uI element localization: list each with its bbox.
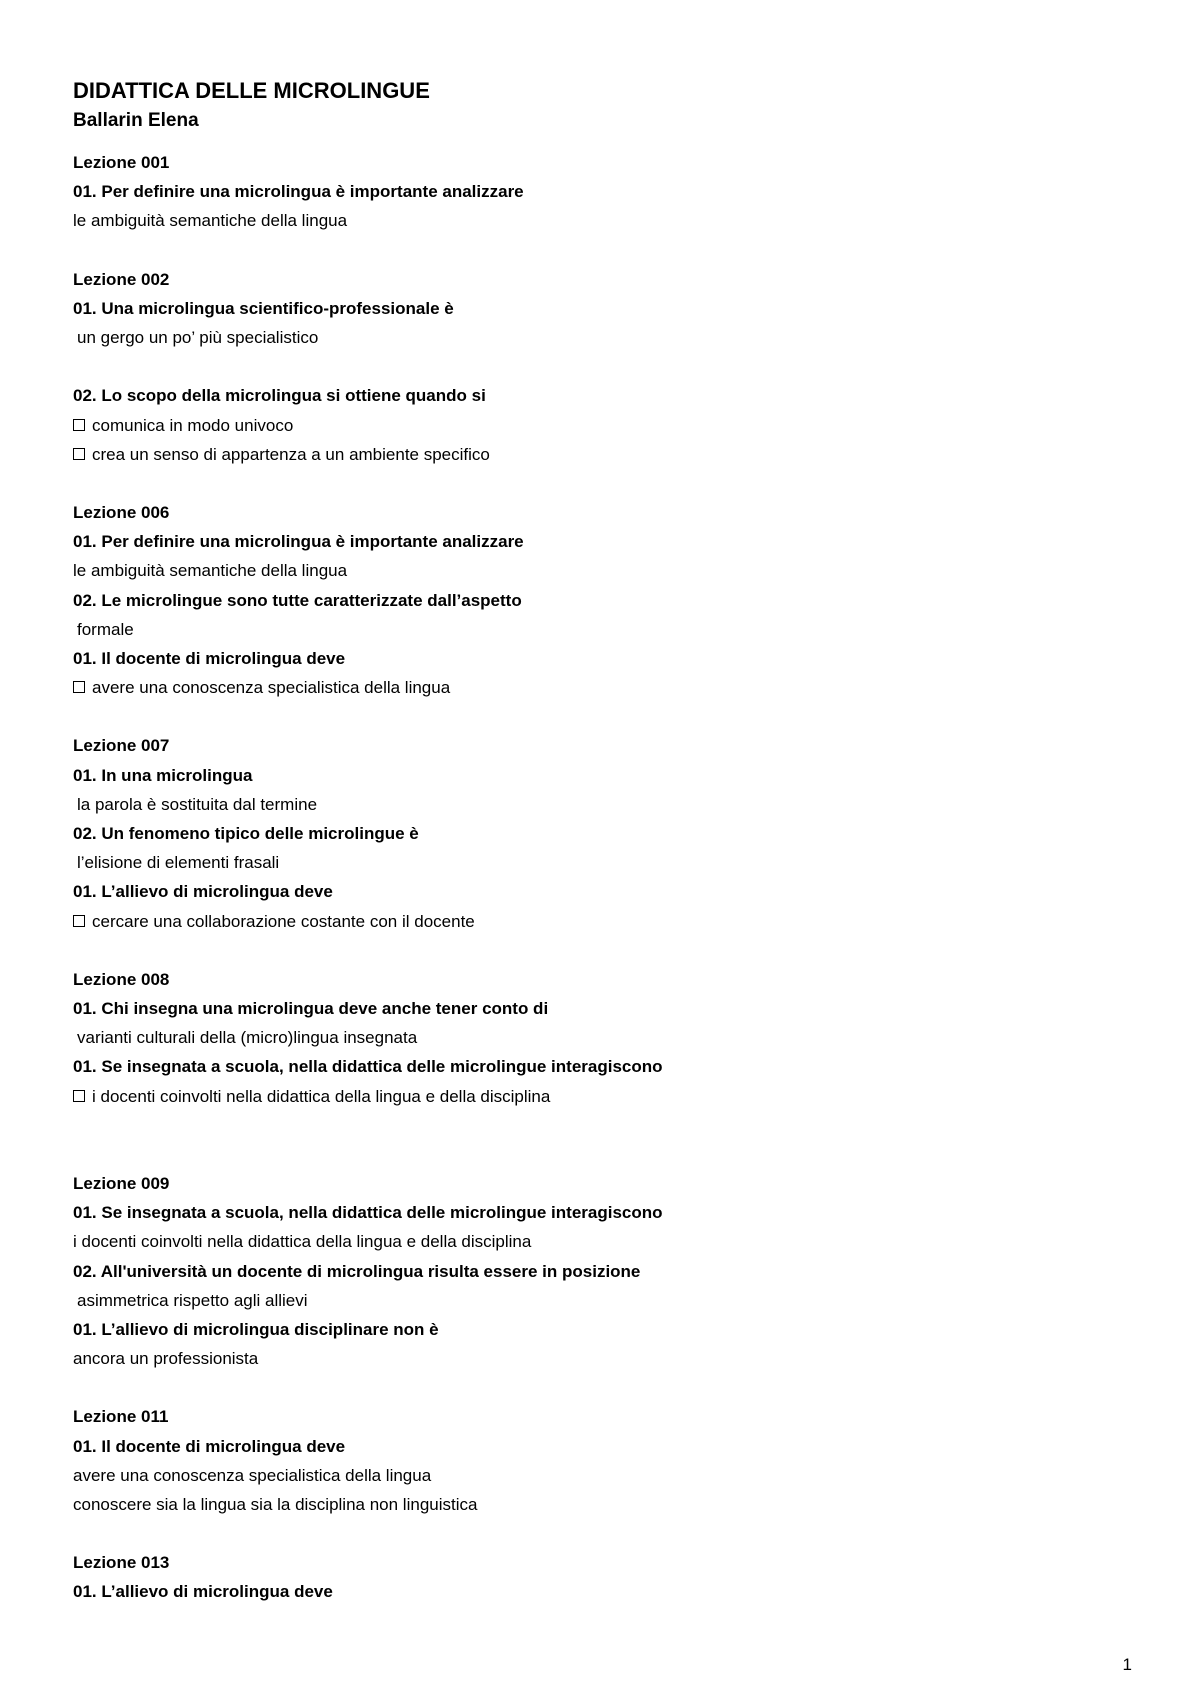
line-text: 01. Una microlingua scientifico-professionale è — [73, 298, 454, 318]
line-text: i docenti coinvolti nella didattica della lingua e della disciplina — [92, 1086, 551, 1106]
question-text — [73, 294, 1133, 323]
question-text — [73, 1432, 1133, 1461]
lesson-heading: Lezione 009 — [73, 1173, 170, 1193]
answer-text — [73, 1227, 1133, 1256]
question-text — [73, 1052, 1133, 1081]
lesson-section — [73, 731, 1133, 935]
line-text: avere una conoscenza specialistica della lingua — [92, 678, 451, 698]
lesson-sections — [73, 148, 1133, 1607]
question-text — [73, 1577, 1133, 1606]
line-text: le ambiguità semantiche della lingua — [73, 211, 348, 231]
line-text: 01. Il docente di microlingua deve — [73, 1436, 346, 1456]
question-text — [73, 177, 1133, 206]
question-text — [73, 819, 1133, 848]
checkbox-icon — [73, 915, 85, 927]
line-text: asimmetrica rispetto agli allievi — [77, 1290, 308, 1310]
line-text: comunica in modo univoco — [92, 415, 294, 435]
answer-text — [73, 440, 1133, 469]
line-text: formale — [77, 619, 134, 639]
question-text — [73, 1315, 1133, 1344]
line-text: avere una conoscenza specialistica della lingua — [73, 1465, 432, 1485]
page-number: 1 — [1122, 1655, 1132, 1674]
line-text: cercare una collaborazione costante con il docente — [92, 911, 475, 931]
answer-text — [73, 1082, 1133, 1111]
line-text: l’elisione di elementi frasali — [77, 853, 280, 873]
line-text: 01. Per definire una microlingua è importante analizzare — [73, 532, 524, 552]
lesson-section — [73, 498, 1133, 702]
question-text — [73, 877, 1133, 906]
document-content — [73, 76, 1133, 1636]
answer-text — [73, 1286, 1133, 1315]
line-text: conoscere sia la lingua sia la disciplina non linguistica — [73, 1494, 478, 1514]
line-text: le ambiguità semantiche della lingua — [73, 561, 348, 581]
answer-text — [73, 848, 1133, 877]
line-text: 01. L’allievo di microlingua deve — [73, 882, 333, 902]
line-text: 01. Il docente di microlingua deve — [73, 649, 346, 669]
question-text — [73, 381, 1133, 410]
document-author: Ballarin Elena — [73, 110, 199, 131]
lesson-heading: Lezione 006 — [73, 503, 170, 523]
lesson-section — [73, 148, 1133, 236]
answer-text — [73, 1490, 1133, 1519]
question-text — [73, 1198, 1133, 1227]
question-text — [73, 644, 1133, 673]
line-text: 01. Se insegnata a scuola, nella didattica delle microlingue interagiscono — [73, 1057, 663, 1077]
answer-text — [73, 1461, 1133, 1490]
line-text: un gergo un po’ più specialistico — [77, 328, 319, 348]
question-text — [73, 527, 1133, 556]
checkbox-icon — [73, 448, 85, 460]
line-text: crea un senso di appartenza a un ambiente specifico — [92, 444, 490, 464]
answer-text — [73, 411, 1133, 440]
line-text: 01. Chi insegna una microlingua deve anche tener conto di — [73, 999, 549, 1019]
line-text: ancora un professionista — [73, 1349, 259, 1369]
question-text — [73, 586, 1133, 615]
lesson-heading: Lezione 002 — [73, 269, 170, 289]
lesson-section — [73, 965, 1133, 1111]
answer-text — [73, 323, 1133, 352]
line-text: 02. Le microlingue sono tutte caratterizzate dall’aspetto — [73, 590, 522, 610]
answer-text — [73, 907, 1133, 936]
checkbox-icon — [73, 681, 85, 693]
line-text: 01. L’allievo di microlingua deve — [73, 1582, 333, 1602]
answer-text — [73, 1344, 1133, 1373]
checkbox-icon — [73, 1090, 85, 1102]
line-text: la parola è sostituita dal termine — [77, 794, 318, 814]
answer-text — [73, 673, 1133, 702]
line-text: 01. L’allievo di microlingua disciplinare non è — [73, 1319, 439, 1339]
lesson-section — [73, 1169, 1133, 1373]
line-text: i docenti coinvolti nella didattica della lingua e della disciplina — [73, 1232, 532, 1252]
lesson-heading: Lezione 001 — [73, 153, 170, 172]
line-text: 02. All'università un docente di microlingua risulta essere in posizione — [73, 1261, 641, 1281]
line-text: 01. In una microlingua — [73, 765, 253, 785]
line-text: 01. Se insegnata a scuola, nella didattica delle microlingue interagiscono — [73, 1203, 663, 1223]
document-title: DIDATTICA DELLE MICROLINGUE — [73, 78, 430, 103]
line-spacer — [73, 352, 1133, 381]
lesson-section — [73, 265, 1133, 469]
question-text — [73, 1257, 1133, 1286]
answer-text — [73, 556, 1133, 585]
lesson-heading: Lezione 007 — [73, 736, 170, 756]
answer-text — [73, 790, 1133, 819]
question-text — [73, 994, 1133, 1023]
checkbox-icon — [73, 419, 85, 431]
lesson-section — [73, 1548, 1133, 1606]
answer-text — [73, 615, 1133, 644]
lesson-heading: Lezione 008 — [73, 969, 170, 989]
lesson-section — [73, 1402, 1133, 1519]
answer-text — [73, 206, 1133, 235]
lesson-heading: Lezione 011 — [73, 1407, 169, 1427]
line-text: 02. Lo scopo della microlingua si ottiene quando si — [73, 386, 486, 406]
line-text: 01. Per definire una microlingua è importante analizzare — [73, 182, 524, 202]
answer-text — [73, 1023, 1133, 1052]
question-text — [73, 761, 1133, 790]
line-text: 02. Un fenomeno tipico delle microlingue è — [73, 824, 419, 844]
line-text: varianti culturali della (micro)lingua insegnata — [77, 1028, 418, 1048]
lesson-heading: Lezione 013 — [73, 1553, 170, 1573]
